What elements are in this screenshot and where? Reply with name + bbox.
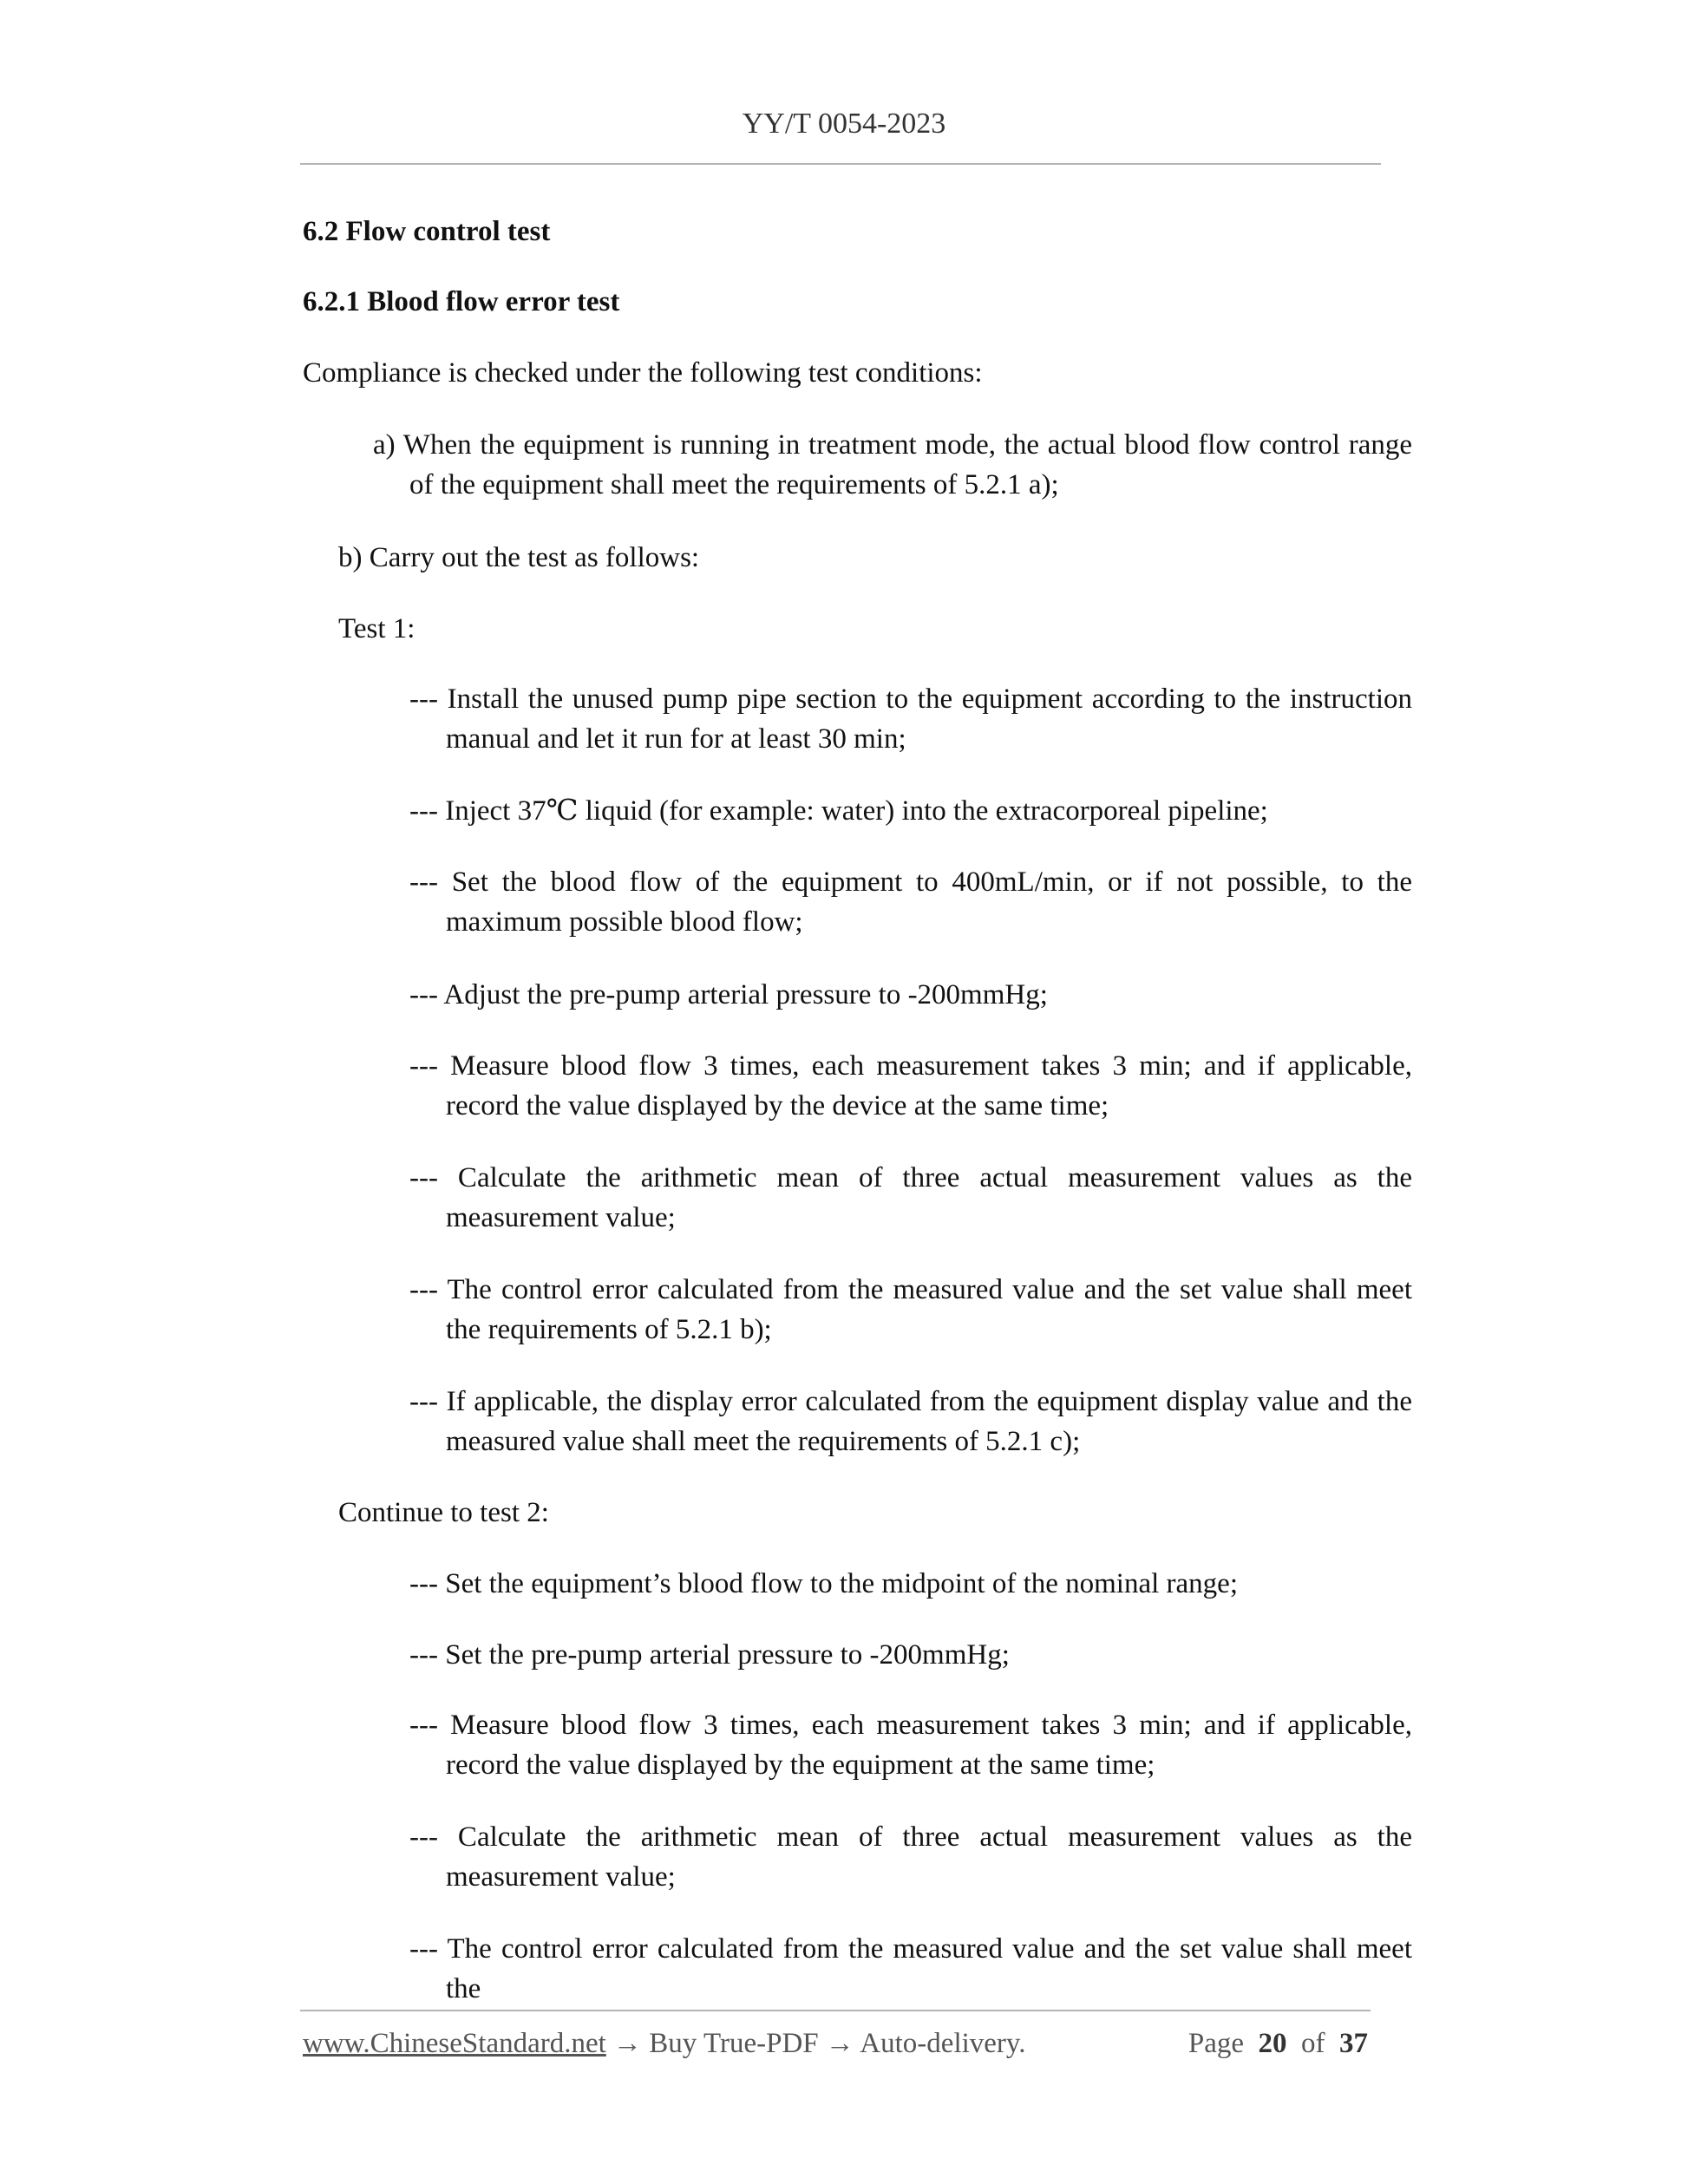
website-link[interactable]: www.ChineseStandard.net bbox=[303, 2028, 606, 2059]
list-item-b: b) Carry out the test as follows: bbox=[338, 542, 700, 573]
page-of-word: of bbox=[1301, 2028, 1325, 2059]
test-1-step: --- Set the blood flow of the equipment to 400mL/min, or if not possible, to the maximum possible blood flow; bbox=[409, 866, 1412, 938]
document-id-header: YY/T 0054-2023 bbox=[742, 108, 946, 140]
footer-divider bbox=[300, 2010, 1371, 2011]
test-1-step: --- The control error calculated from the measured value and the set value shall meet the requirements of 5.2.1 b); bbox=[409, 1274, 1412, 1345]
page-current-number: 20 bbox=[1258, 2028, 1287, 2059]
test-2-step: --- Calculate the arithmetic mean of three actual measurement values as the measurement value; bbox=[409, 1821, 1412, 1893]
test-1-step: --- Measure blood flow 3 times, each measurement takes 3 min; and if applicable, record the value displayed by the device at the same time; bbox=[409, 1050, 1412, 1121]
test-2-step: --- The control error calculated from the measured value and the set value shall meet the bbox=[409, 1933, 1412, 2004]
test-1-step: --- If applicable, the display error calculated from the equipment display value and the measured value shall meet the requirements of 5.2.1 c); bbox=[409, 1386, 1412, 1457]
footer-promo-text: → Buy True-PDF → Auto-delivery. bbox=[605, 2028, 1026, 2059]
test-2-step: --- Set the equipment’s blood flow to the midpoint of the nominal range; bbox=[409, 1568, 1238, 1599]
test-2-step: --- Measure blood flow 3 times, each measurement takes 3 min; and if applicable, record the value displayed by the equipment at the same time; bbox=[409, 1710, 1412, 1781]
test-2-step: --- Set the pre-pump arterial pressure to -200mmHg; bbox=[409, 1639, 1010, 1671]
test-1-step: --- Adjust the pre-pump arterial pressure to -200mmHg; bbox=[409, 979, 1048, 1010]
page-total-number: 37 bbox=[1339, 2028, 1368, 2059]
page-word: Page bbox=[1187, 2028, 1244, 2059]
test-2-label: Continue to test 2: bbox=[338, 1497, 549, 1528]
page-indicator bbox=[1188, 2028, 1368, 2060]
subsection-heading: 6.2.1 Blood flow error test bbox=[303, 286, 620, 317]
intro-paragraph: Compliance is checked under the following test conditions: bbox=[303, 357, 983, 389]
page-footer bbox=[303, 2028, 1368, 2060]
test-1-label: Test 1: bbox=[338, 613, 415, 644]
test-1-step: --- Calculate the arithmetic mean of three actual measurement values as the measurement value; bbox=[409, 1162, 1412, 1233]
test-1-step: --- Install the unused pump pipe section to the equipment according to the instruction manual and let it run for at least 30 min; bbox=[409, 683, 1412, 755]
section-heading: 6.2 Flow control test bbox=[303, 216, 551, 247]
test-1-step: --- Inject 37℃ liquid (for example: water) into the extracorporeal pipeline; bbox=[409, 795, 1268, 827]
list-item-a: a) When the equipment is running in treatment mode, the actual blood flow control range of the equipment shall meet the requirements of 5.2.1 a); bbox=[373, 429, 1412, 500]
